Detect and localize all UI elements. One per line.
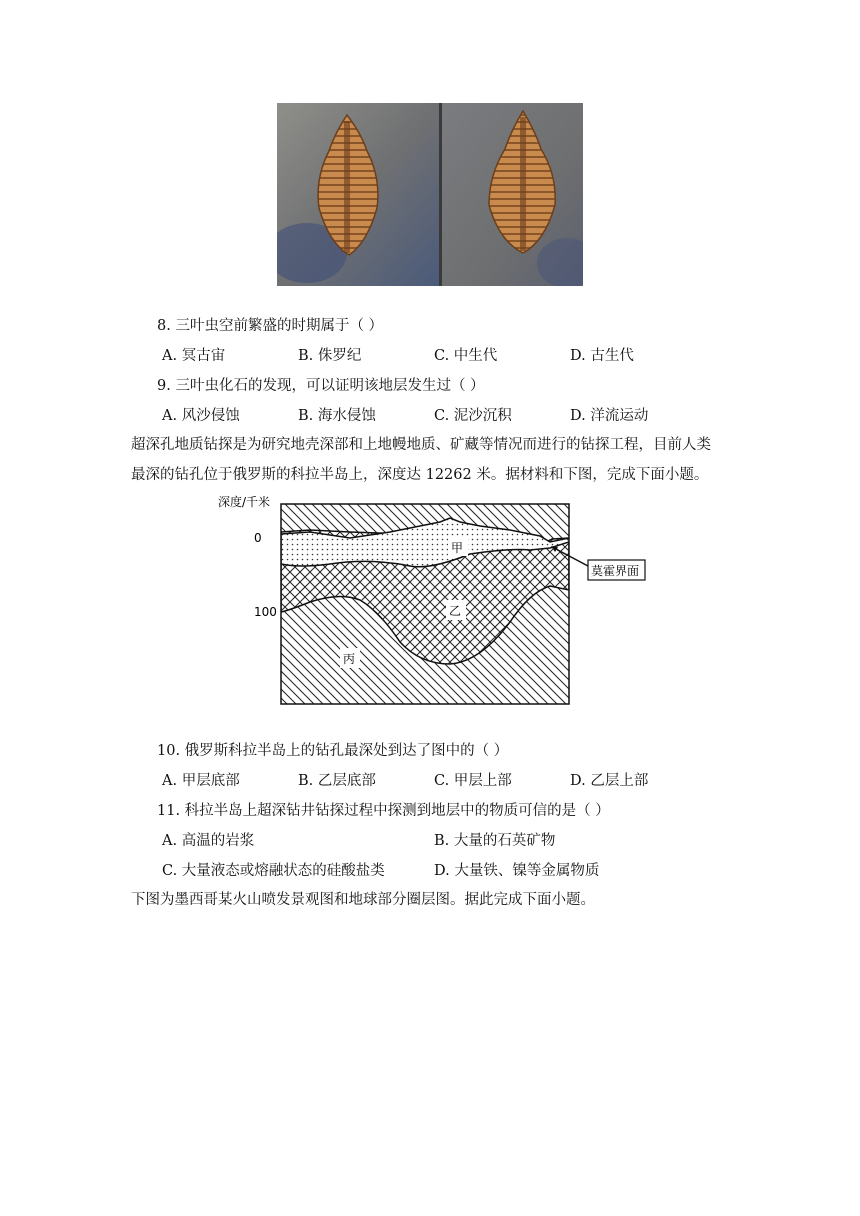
question-9-stem: 9. 三叶虫化石的发现，可以证明该地层发生过（ ） [157, 378, 485, 394]
depth-tick-100: 100 [254, 605, 277, 619]
q11-option-d[interactable]: D. 大量铁、镍等金属物质 [434, 863, 600, 879]
q10-option-c[interactable]: C. 甲层上部 [434, 773, 512, 789]
depth-tick-0: 0 [254, 531, 262, 545]
q8-option-d[interactable]: D. 古生代 [570, 348, 634, 364]
question-11-stem: 11. 科拉半岛上超深钻井钻探过程中探测到地层中的物质可信的是（ ） [157, 803, 610, 819]
q10-option-a[interactable]: A. 甲层底部 [162, 773, 240, 789]
layer-bing-label: 丙 [343, 652, 356, 666]
passage-line-1: 超深孔地质钻探是为研究地壳深部和上地幔地质、矿藏等情况而进行的钻探工程，目前人类 [131, 437, 711, 453]
q9-option-a[interactable]: A. 风沙侵蚀 [162, 408, 240, 424]
trilobite-fossil-photo [277, 103, 583, 286]
q11-option-b[interactable]: B. 大量的石英矿物 [434, 833, 556, 849]
q8-option-c[interactable]: C. 中生代 [434, 348, 498, 364]
q9-option-d[interactable]: D. 洋流运动 [570, 408, 649, 424]
question-10-stem: 10. 俄罗斯科拉半岛上的钻孔最深处到达了图中的（ ） [157, 743, 509, 759]
question-8-stem: 8. 三叶虫空前繁盛的时期属于（ ） [157, 318, 384, 334]
q10-option-b[interactable]: B. 乙层底部 [298, 773, 376, 789]
q9-option-b[interactable]: B. 海水侵蚀 [298, 408, 376, 424]
layer-jia-label: 甲 [451, 541, 464, 555]
q11-option-c[interactable]: C. 大量液态或熔融状态的硅酸盐类 [162, 863, 385, 879]
axis-title: 深度/千米 [218, 495, 271, 509]
q10-option-d[interactable]: D. 乙层上部 [570, 773, 649, 789]
q8-option-b[interactable]: B. 侏罗纪 [298, 348, 362, 364]
passage-line-2: 最深的钻孔位于俄罗斯的科拉半岛上，深度达 12262 米。据材料和下图，完成下面小题。 [131, 467, 709, 483]
q9-option-c[interactable]: C. 泥沙沉积 [434, 408, 512, 424]
q11-option-a[interactable]: A. 高温的岩浆 [162, 833, 255, 849]
moho-label: 莫霍界面 [591, 564, 640, 578]
q8-option-a[interactable]: A. 冥古宙 [162, 348, 226, 364]
passage-2: 下图为墨西哥某火山喷发景观图和地球部分圈层图。据此完成下面小题。 [131, 892, 595, 908]
layer-yi-label: 乙 [449, 604, 462, 618]
earth-layers-diagram [210, 492, 650, 712]
